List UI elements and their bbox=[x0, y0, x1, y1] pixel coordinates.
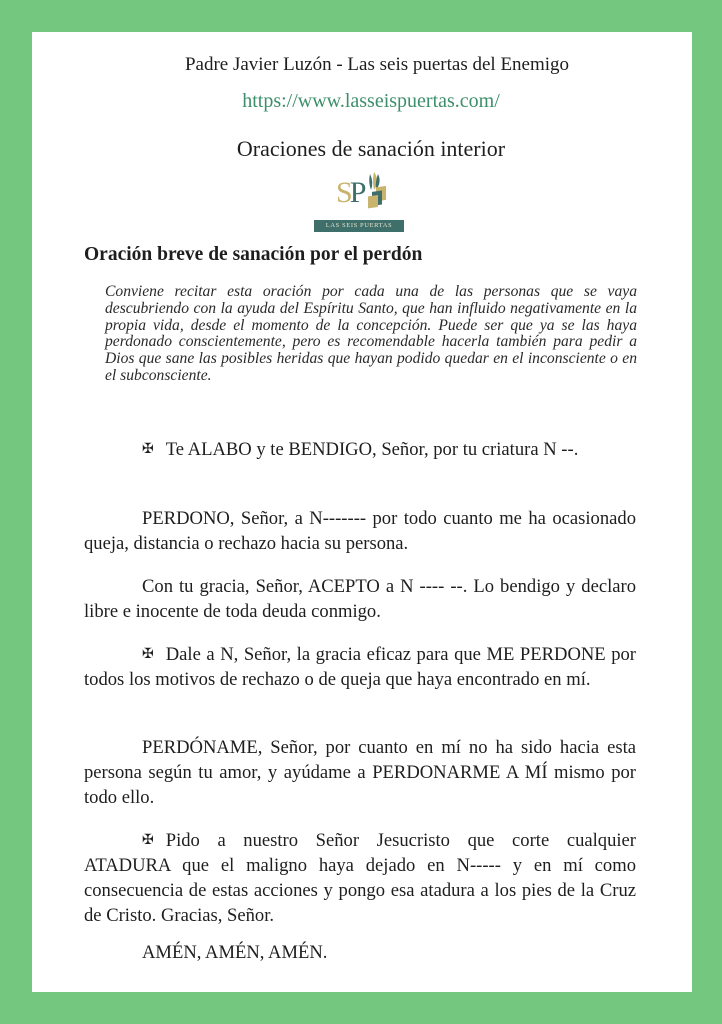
document-page bbox=[32, 32, 692, 992]
logo-letters: SP bbox=[336, 176, 364, 209]
prayer-paragraph: ✠ Te ALABO y te BENDIGO, Señor, por tu criatura N --. bbox=[142, 439, 579, 460]
author-line: Padre Javier Luzón - Las seis puertas del Enemigo bbox=[184, 54, 570, 75]
prayer-paragraph: PERDÓNAME, Señor, por cuanto en mí no ha sido hacia esta persona según tu amor, y ayúdame a PERDONARME A MÍ mismo por todo ello. bbox=[84, 737, 636, 808]
prayer-paragraph: ✠ Pido a nuestro Señor Jesucristo que corte cualquier ATADURA que el maligno haya dejado en N----- y en mí como consecuencia de estas acciones y pongo esa atadura a los pies de la Cruz de Cristo. Gracias, Señor. bbox=[84, 830, 636, 926]
prayer-paragraph: ✠ Dale a N, Señor, la gracia eficaz para que ME PERDONE por todos los motivos de rechazo o de queja que haya encontrado en mí. bbox=[84, 644, 636, 690]
document-title: Oraciones de sanación interior bbox=[236, 136, 506, 161]
prayer-paragraph: PERDONO, Señor, a N------- por todo cuanto me ha ocasionado queja, distancia o rechazo hacia su persona. bbox=[84, 508, 636, 554]
cross-pattee-icon: ✠ bbox=[142, 647, 154, 662]
logo-banner: LAS SEIS PUERTAS bbox=[314, 220, 404, 232]
las-seis-puertas-logo bbox=[314, 170, 404, 232]
closing-amen: AMÉN, AMÉN, AMÉN. bbox=[142, 942, 328, 963]
cross-pattee-icon: ✠ bbox=[142, 833, 154, 848]
intro-paragraph: Conviene recitar esta oración por cada una de las personas que se vaya descubriendo con la ayuda del Espíritu Santo, que han influido negativamente en la propia vida, desde el momento de la concepción. Puede ser que ya se las haya perdonado conscientemente, pero es recomendable hacerla también para pedir a Dios que sane las posibles heridas que hayan podido quedar en el inconsciente o en el subconsciente. bbox=[105, 283, 637, 384]
section-title: Oración breve de sanación por el perdón bbox=[84, 244, 423, 265]
website-link[interactable]: https://www.lasseispuertas.com/ bbox=[242, 90, 500, 112]
cross-pattee-icon: ✠ bbox=[142, 442, 154, 457]
prayer-paragraph: Con tu gracia, Señor, ACEPTO a N ---- --. Lo bendigo y declaro libre e inocente de toda deuda conmigo. bbox=[84, 576, 636, 622]
